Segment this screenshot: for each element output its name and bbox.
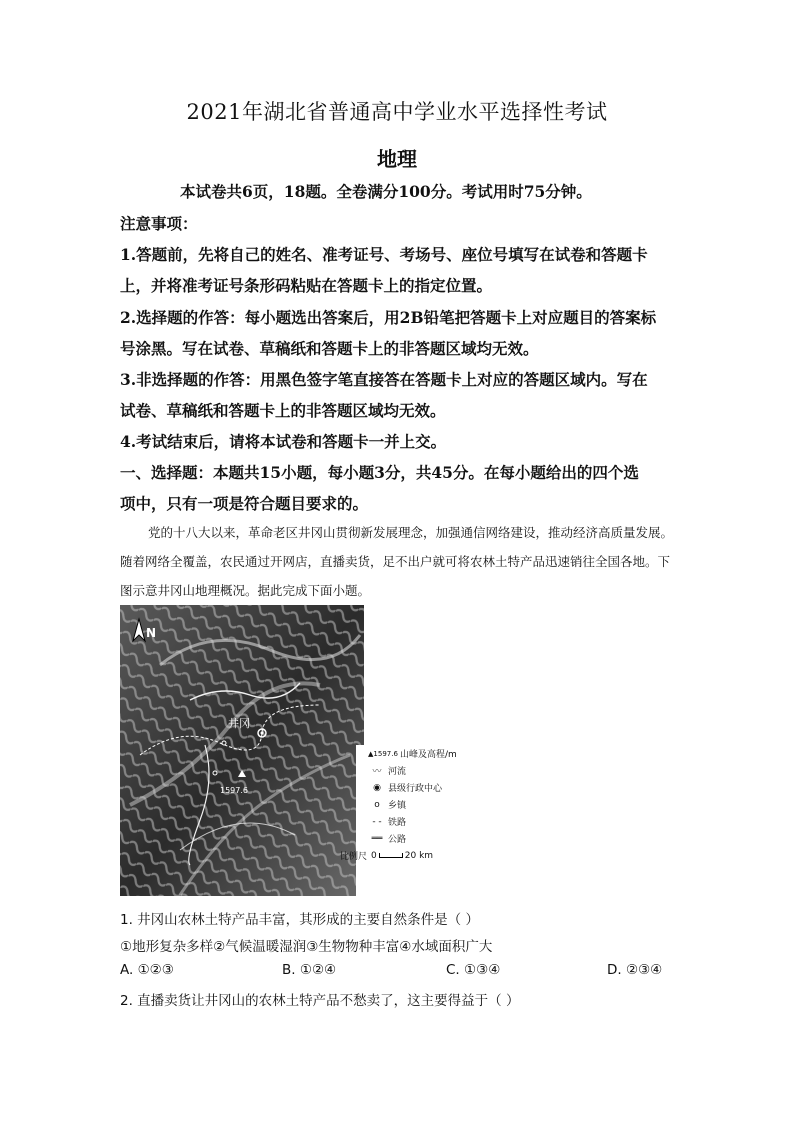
- notice-line: 3.非选择题的作答：用黑色签字笔直接答在答题卡上对应的答题区域内。写在: [120, 370, 648, 389]
- notice-line: 1.答题前，先将自己的姓名、准考证号、考场号、座位号填写在试卷和答题卡: [120, 245, 648, 264]
- option-a[interactable]: A. ①②③: [120, 962, 174, 978]
- legend-label: 铁路: [388, 818, 407, 828]
- notice-heading: 注意事项：: [120, 214, 198, 233]
- legend-label: 乡镇: [388, 801, 407, 811]
- scale-bar-line: [379, 853, 403, 858]
- legend-label: 河流: [388, 767, 407, 777]
- notice-line: 号涂黑。写在试卷、草稿纸和答题卡上的非答题区域均无效。: [120, 339, 539, 358]
- north-label: N: [146, 626, 157, 640]
- peak-label: 1597.6: [220, 786, 248, 795]
- place-label: 井冈: [228, 717, 250, 730]
- legend-item: [366, 796, 486, 813]
- option-c[interactable]: C. ①③④: [446, 962, 501, 978]
- peak-icon: ▲1597.6: [368, 749, 398, 758]
- legend-label: 公路: [388, 835, 407, 845]
- terrain-relief: [120, 605, 364, 896]
- legend-label: 山峰及高程/m: [400, 750, 457, 760]
- legend-item: [366, 813, 486, 830]
- exam-intro: 本试卷共6页，18题。全卷满分100分。考试用时75分钟。: [180, 182, 592, 201]
- map-legend: [340, 745, 486, 864]
- legend-item: [366, 762, 486, 779]
- jinggangshan-map: [120, 605, 364, 896]
- scale-label: 比例尺: [340, 852, 368, 862]
- subject-title: 地理: [377, 147, 417, 171]
- section-heading: 一、选择题：本题共15小题，每小题3分，共45分。在每小题给出的四个选: [120, 463, 639, 482]
- reading-passage: 党的十八大以来，革命老区井冈山贯彻新发展理念，加强通信网络建设，推动经济高质量发展。随着网络全覆盖，农民通过开网店，直播卖货，足不出户就可将农林土特产品迅速销往全国各地。下图示意井冈山地理概况。据此完成下面小题。: [120, 525, 674, 598]
- river-icon: 〰: [372, 767, 382, 777]
- town-icon: o: [374, 799, 380, 810]
- scale-zero: 0: [371, 850, 377, 861]
- road-icon: ══: [371, 833, 383, 844]
- county-center-icon: ◉: [373, 782, 381, 793]
- legend-item: [366, 745, 486, 762]
- legend-label: 县级行政中心: [388, 784, 443, 794]
- scale-value: 20 km: [404, 850, 434, 861]
- question-2: 2. 直播卖货让井冈山的农林土特产品不愁卖了，这主要得益于（ ）: [120, 993, 520, 1009]
- legend-item: [366, 830, 486, 847]
- question-1: 1. 井冈山农林土特产品丰富，其形成的主要自然条件是（ ）: [120, 912, 479, 928]
- legend-item: [366, 779, 486, 796]
- question-1-items: ①地形复杂多样②气候温暖湿润③生物物种丰富④水域面积广大: [120, 939, 493, 955]
- option-d[interactable]: D. ②③④: [607, 962, 663, 978]
- notice-line: 4.考试结束后，请将本试卷和答题卡一并上交。: [120, 432, 447, 451]
- notice-line: 2.选择题的作答：每小题选出答案后，用2B铅笔把答题卡上对应题目的答案标: [120, 308, 657, 327]
- railway-icon: - -: [372, 816, 382, 827]
- scale-bar: [340, 847, 486, 864]
- notice-line: 上，并将准考证号条形码粘贴在答题卡上的指定位置。: [120, 276, 493, 295]
- section-heading-cont: 项中，只有一项是符合题目要求的。: [120, 494, 369, 513]
- exam-title: 2021年湖北省普通高中学业水平选择性考试: [186, 100, 608, 124]
- notice-line: 试卷、草稿纸和答题卡上的非答题区域均无效。: [120, 401, 446, 420]
- option-b[interactable]: B. ①②④: [282, 962, 337, 978]
